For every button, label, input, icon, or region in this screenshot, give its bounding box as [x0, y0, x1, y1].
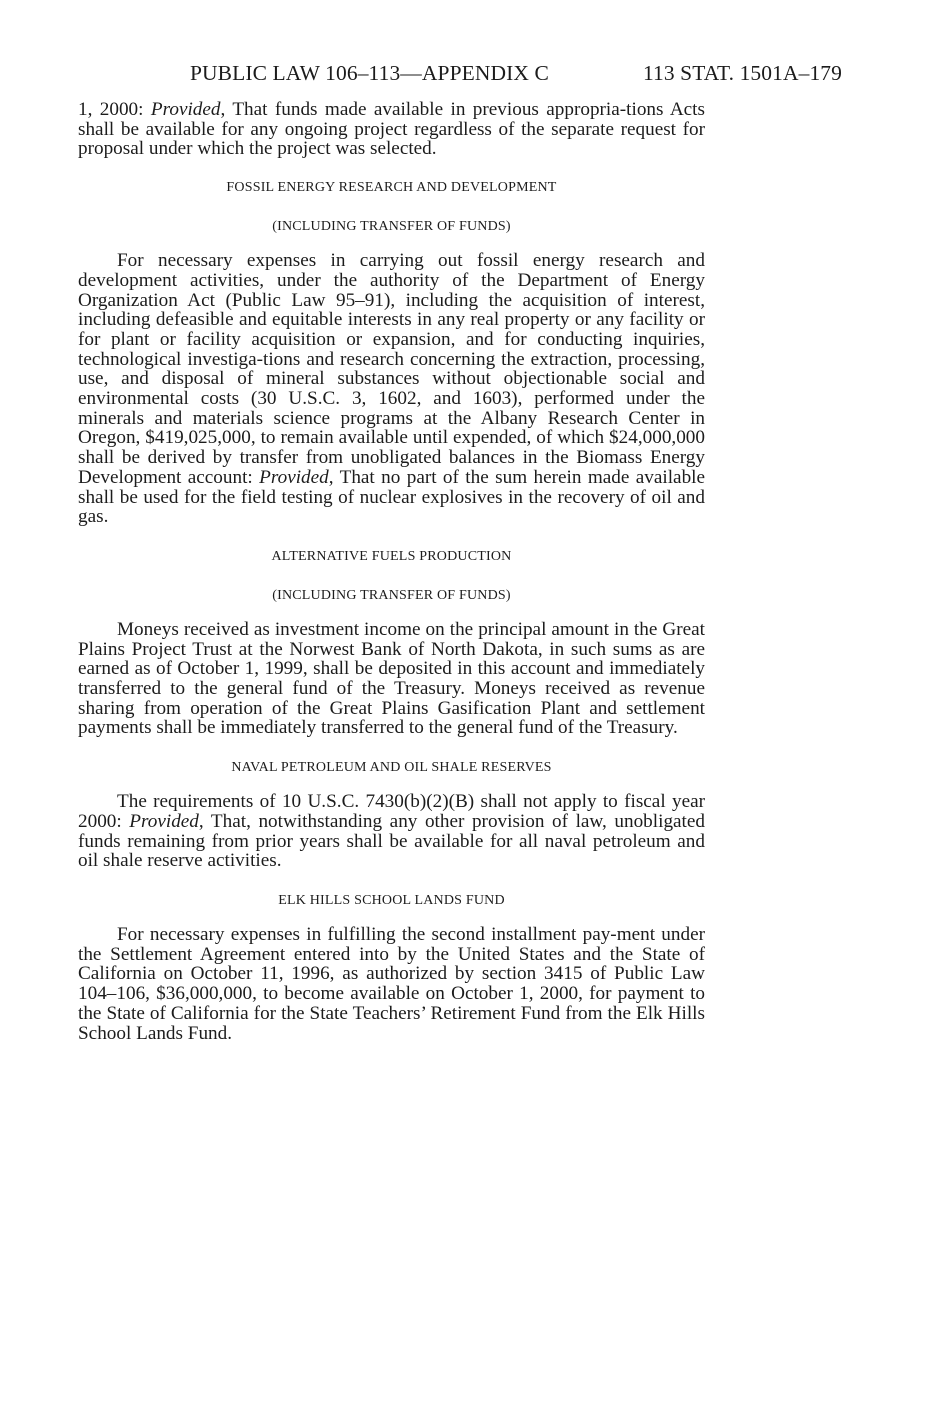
provided-proviso: Provided	[150, 99, 221, 120]
alternative-fuels-heading: ALTERNATIVE FUELS PRODUCTION	[271, 548, 512, 564]
naval-petroleum-heading: NAVAL PETROLEUM AND OIL SHALE RESERVES	[231, 760, 552, 776]
provided-proviso: Provided	[259, 466, 329, 488]
fossil-energy-subheading: (INCLUDING TRANSFER OF FUNDS)	[272, 219, 511, 235]
alternative-fuels-paragraph: Moneys received as investment income on the principal amount in the Great Plains Project Trust at the Norwest Bank of North Dakota, in such sums as are earned as of October 1, 1999, shall be deposited in this account and immediately transferred to the general fund of the Treasury. Moneys received as revenue sharing from operation of the Great Plains Gasification Plant and settlement payments shall be immediately transferred to the general fund of the Treasury.	[78, 618, 705, 739]
running-head-title: PUBLIC LAW 106–113—APPENDIX C	[190, 61, 549, 85]
provided-proviso: Provided	[129, 810, 199, 832]
naval-petroleum-paragraph	[78, 792, 705, 871]
fossil-energy-text-start: For necessary expenses in carrying out fossil energy research and development activities, under the authority of the Department of Energy Organization Act (Public Law 95–91), including the acquisition of interest, including defeasible and equitable interests in any real property or any facility or for plant or facility acquisition or expansion, and for conducting inquiries, technological investiga-tions and research concerning the extraction, processing, use, and disposal of mineral substances without objectionable social and environmental costs (30 U.S.C. 3, 1602, and 1603), performed under the minerals and materials science programs at the Albany Research Center in Oregon, $419,025,000, to remain available until expended, of which $24,000,000 shall be derived by transfer from unobligated balances in the Biomass Energy Development account:	[78, 250, 705, 488]
continuation-text-start: 1, 2000:	[78, 99, 151, 120]
fossil-energy-text-end: , That no part of the sum herein made available shall be used for the field testing of nuclear explosives in the recovery of oil and gas.	[78, 466, 706, 528]
elk-hills-paragraph: For necessary expenses in fulfilling the second installment pay-ment under the Settlement Agreement entered into by the United States and the State of California on October 11, 1996, as authorized by section 3415 of Public Law 104–106, $36,000,000, to become available on October 1, 2000, for payment to the State of California for the State Teachers’ Retirement Fund from the Elk Hills School Lands Fund.	[78, 923, 705, 1044]
continuation-paragraph	[78, 100, 705, 159]
naval-petroleum-text-end: , That, notwithstanding any other provision of law, unobligated funds remaining from prior years shall be available for all naval petroleum and oil shale reserve activities.	[78, 810, 705, 872]
alternative-fuels-subheading: (INCLUDING TRANSFER OF FUNDS)	[272, 587, 511, 603]
fossil-energy-paragraph	[78, 251, 705, 527]
body-text	[78, 100, 705, 1043]
fossil-energy-heading: FOSSIL ENERGY RESEARCH AND DEVELOPMENT	[226, 180, 557, 196]
running-head	[190, 58, 850, 88]
naval-petroleum-text-start: The requirements of 10 U.S.C. 7430(b)(2)(B) shall not apply to fiscal year 2000:	[78, 791, 705, 832]
elk-hills-heading: ELK HILLS SCHOOL LANDS FUND	[278, 892, 505, 908]
running-head-page-reference: 113 STAT. 1501A–179	[642, 61, 842, 85]
continuation-text-end: , That funds made available in previous appropria-tions Acts shall be available for any ongoing project regardless of the separate request for proposal under which the project was selected.	[78, 99, 705, 160]
